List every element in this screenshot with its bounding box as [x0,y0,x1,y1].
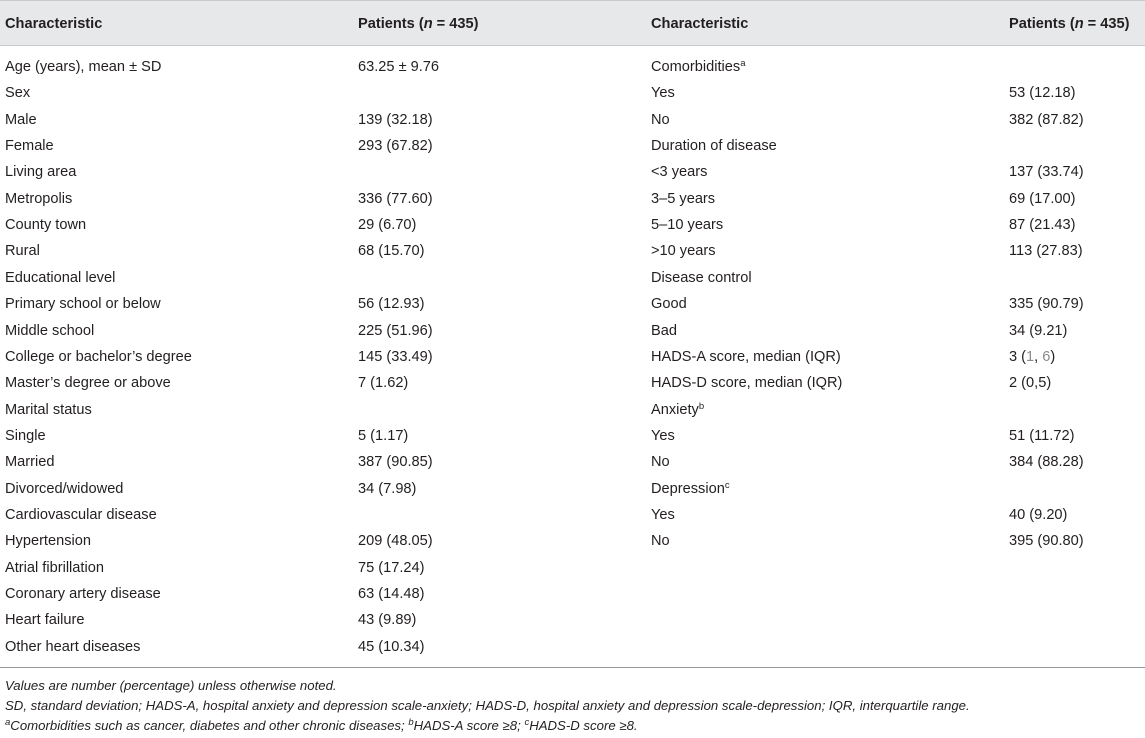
table-row [0,80,1145,107]
row-value: 68 (15.70) [358,243,425,260]
row-label: Yes [651,427,675,444]
row-value: 40 (9.20) [1009,506,1068,523]
row-label: Sex [5,85,31,102]
row-value: 387 (90.85) [358,454,433,471]
row-value: 45 (10.34) [358,638,425,655]
row-label: No [651,111,670,128]
footnote-values: Values are number (percentage) unless otherwise noted. [5,678,337,693]
row-label: Marital status [5,401,92,418]
row-value: 113 (27.83) [1009,243,1083,260]
row-value: 87 (21.43) [1009,217,1076,234]
row-value: 336 (77.60) [358,190,433,207]
row-label: Hypertension [5,533,91,550]
table-row [0,291,1145,318]
row-value: 75 (17.24) [358,559,425,576]
table-row [0,186,1145,213]
header-patients-left: Patients (n = 435) [358,16,479,32]
row-label: Yes [651,506,675,523]
row-value: 382 (87.82) [1009,111,1084,128]
row-value: 2 (0,5) [1009,375,1052,392]
row-label: >10 years [651,243,716,260]
table-row [0,133,1145,160]
table-row [0,318,1145,345]
row-label: Middle school [5,322,95,339]
row-value: 145 (33.49) [358,348,433,365]
row-label: Atrial fibrillation [5,559,104,576]
table-row [0,476,1145,503]
row-value: 69 (17.00) [1009,190,1076,207]
row-label: Age (years), mean ± SD [5,59,162,75]
row-value: 225 (51.96) [358,322,433,339]
table-row [0,502,1145,529]
table-row [0,265,1145,292]
row-label: HADS-D score, median (IQR) [651,375,843,392]
row-label: County town [5,217,87,234]
row-label: <3 years [651,164,708,181]
footnote-symbols: $^a$Comorbidities such as cancer, diabetes and other chronic diseases; $^b$HADS-A score ≥8; $^c$HADS-D score ≥8. [5,717,638,733]
row-label: Yes [651,85,675,102]
row-value: 53 (12.18) [1009,85,1076,102]
row-label: Bad [651,322,677,339]
table-header [0,0,1145,46]
row-label: Metropolis [5,190,73,207]
row-label: Heart failure [5,612,85,629]
row-label: Master’s degree or above [5,375,171,392]
table-bottom-rule [0,667,1145,668]
row-label: Divorced/widowed [5,480,124,497]
row-label: Depression$^c$ [651,479,730,497]
table-row [0,449,1145,476]
header-characteristic-right: Characteristic [651,16,749,32]
table-row [0,344,1145,371]
row-label: Other heart diseases [5,638,141,655]
header-patients-right: Patients (n = 435) [1009,16,1130,32]
row-label: College or bachelor’s degree [5,348,192,365]
row-value: 56 (12.93) [358,296,425,313]
row-value: 209 (48.05) [358,533,433,550]
row-label: Single [5,427,46,444]
table-row [0,634,1145,661]
row-label: HADS-A score, median (IQR) [651,348,841,365]
table-row [0,54,1145,81]
row-value: 139 (32.18) [358,111,433,128]
table-row [0,212,1145,239]
row-label: Married [5,454,55,471]
row-value: 293 (67.82) [358,138,433,155]
row-value: 34 (7.98) [358,480,417,497]
row-label: Educational level [5,269,116,286]
table-row [0,528,1145,555]
table-row [0,581,1145,608]
row-value: 63 (14.48) [358,586,425,602]
row-label: Anxiety$^b$ [651,400,705,418]
table-row [0,607,1145,634]
row-value: 3 (1, 6) [1009,348,1056,365]
row-label: Disease control [651,269,752,286]
table-row [0,555,1145,582]
row-value: 34 (9.21) [1009,322,1068,339]
table-row [0,397,1145,424]
row-label: 3–5 years [651,190,716,207]
row-label: 5–10 years [651,217,724,234]
row-label: Coronary artery disease [5,586,161,602]
row-label: No [651,533,670,550]
row-label: Female [5,138,54,155]
row-value: 43 (9.89) [358,612,417,629]
row-value: 7 (1.62) [358,375,409,392]
table-row [0,159,1145,186]
row-value: 335 (90.79) [1009,296,1084,313]
header-characteristic-left: Characteristic [5,16,103,32]
row-value: 384 (88.28) [1009,454,1084,471]
row-value: 63.25 ± 9.76 [358,59,440,75]
row-label: Primary school or below [5,296,161,313]
table-row [0,423,1145,450]
row-label: Rural [5,243,40,260]
row-label: Good [651,296,687,313]
row-label: Male [5,111,37,128]
table-row [0,370,1145,397]
row-value: 137 (33.74) [1009,164,1084,181]
row-value: 29 (6.70) [358,217,417,234]
row-label: No [651,454,670,471]
row-value: 395 (90.80) [1009,533,1084,550]
row-value: 5 (1.17) [358,427,409,444]
row-value: 51 (11.72) [1009,427,1075,444]
row-label: Comorbidities$^a$ [651,58,746,75]
table-row [0,107,1145,134]
footnote-abbreviations: SD, standard deviation; HADS-A, hospital anxiety and depression scale-anxiety; HADS-D, hospital anxiety and depression scale-depression; IQR, interquartile range. [5,698,970,713]
row-label: Cardiovascular disease [5,506,157,523]
row-label: Living area [5,164,77,181]
row-label: Duration of disease [651,138,777,155]
table-row [0,238,1145,265]
